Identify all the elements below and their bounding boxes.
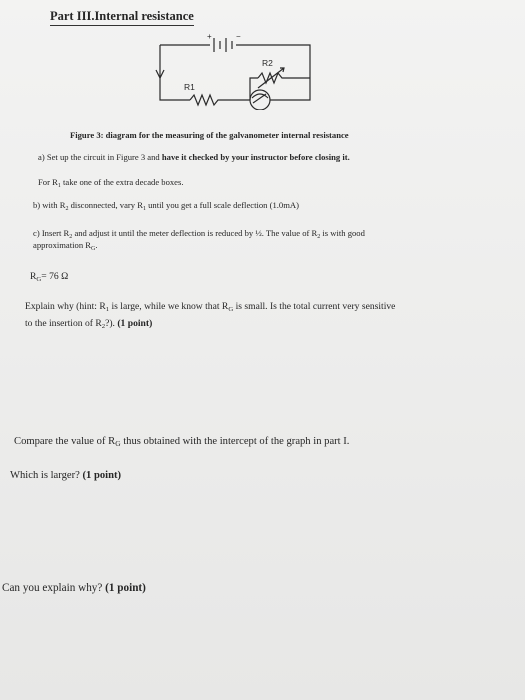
r2-label: R2 [262,58,273,68]
which-question: Which is larger? (1 point) [10,470,122,481]
wire-top-right [236,45,310,100]
figure-caption: Figure 3: diagram for the measuring of the galvanometer internal resistance [70,130,349,140]
step-b: b) with $R_2$ disconnected, vary $R_1$ until you get a full scale deflection (1.0mA) [33,200,299,212]
section-heading: Part III.Internal resistance [50,9,194,26]
circuit-diagram [150,30,330,110]
explain-why-question: Can you explain why? (1 point) [2,582,146,594]
explain-line1: Explain why (hint: $R_1$ is large, while we know that $R_G$ is small. Is the total current very sensitive [25,301,396,313]
r2-variable-arrow [258,68,284,88]
compare-question: Compare the value of $R_G$ thus obtained with the intercept of the graph in part I. [14,436,350,448]
battery-plus-label: + [207,32,212,41]
r1-note: For $R_1$ take one of the extra decade boxes. [38,177,184,189]
step-c-line2: approximation $R_G$. [33,240,98,252]
explain-line2: to the insertion of $R_2$?). (1 point) [25,318,153,330]
galvanometer [250,90,270,110]
step-a: a) Set up the circuit in Figure 3 and have it checked by your instructor before closing it. [38,152,350,162]
r1-resistor [190,95,250,105]
rg-value: $R_G= 76$ Ω [30,271,69,283]
r1-label: R1 [184,82,195,92]
step-c-line1: c) Insert $R_2$ and adjust it until the meter deflection is reduced by ½. The value of $R_2$ is with good [33,228,365,240]
battery-minus-label: − [236,32,241,41]
